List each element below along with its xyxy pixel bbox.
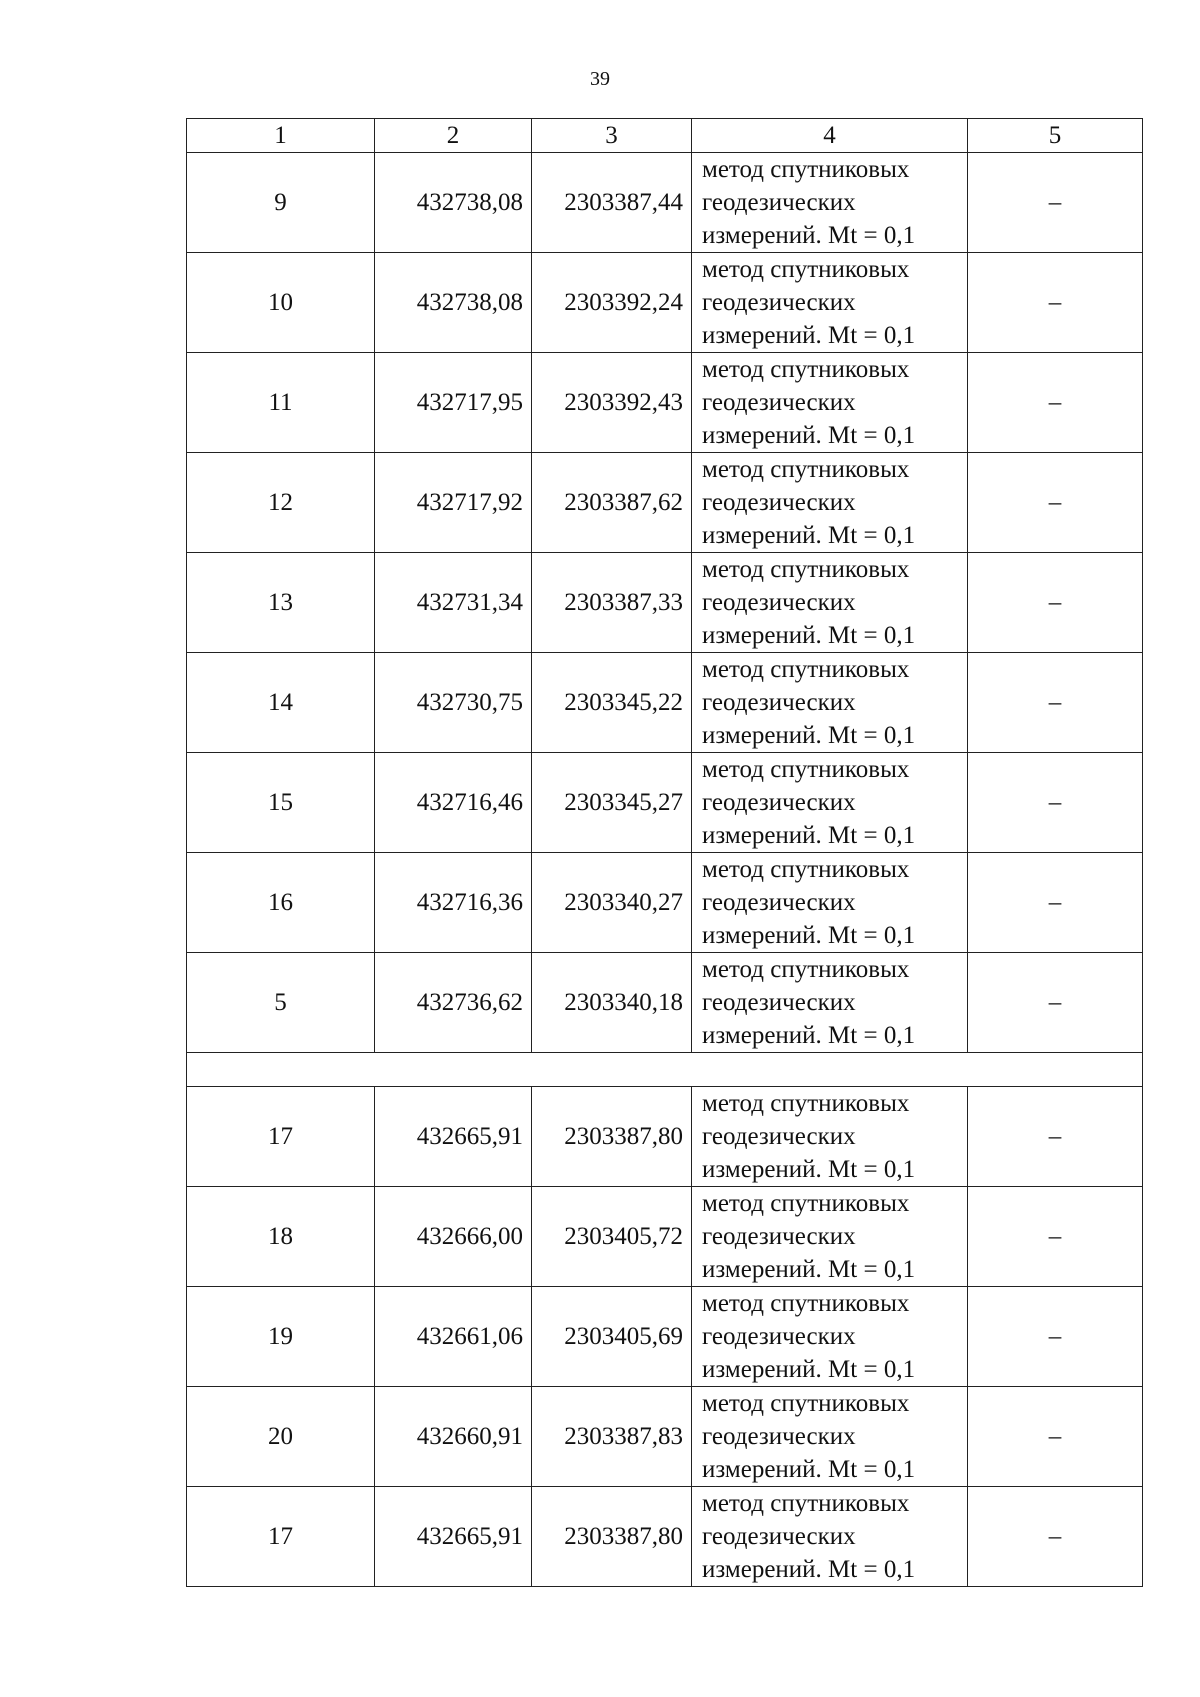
note-cell: – [968, 1287, 1143, 1387]
table-row [187, 653, 1143, 753]
y-coordinate-cell: 2303387,62 [532, 453, 692, 553]
note-cell: – [968, 153, 1143, 253]
method-cell: метод спутниковых геодезических измерений. Mt = 0,1 [692, 853, 968, 953]
note-cell: – [968, 1387, 1143, 1487]
x-coordinate-cell: 432716,36 [375, 853, 532, 953]
point-number-cell: 17 [187, 1087, 375, 1187]
point-number-cell: 11 [187, 353, 375, 453]
table-row [187, 953, 1143, 1053]
header-row [187, 119, 1143, 153]
method-cell: метод спутниковых геодезических измерений. Mt = 0,1 [692, 153, 968, 253]
method-cell: метод спутниковых геодезических измерений. Mt = 0,1 [692, 1387, 968, 1487]
column-header: 5 [968, 119, 1143, 153]
table-row [187, 1287, 1143, 1387]
table-row [187, 1487, 1143, 1587]
point-number-cell: 20 [187, 1387, 375, 1487]
column-header: 4 [692, 119, 968, 153]
x-coordinate-cell: 432738,08 [375, 253, 532, 353]
table-row [187, 453, 1143, 553]
point-number-cell: 15 [187, 753, 375, 853]
note-cell: – [968, 1187, 1143, 1287]
x-coordinate-cell: 432666,00 [375, 1187, 532, 1287]
table-row [187, 753, 1143, 853]
note-cell: – [968, 853, 1143, 953]
point-number-cell: 13 [187, 553, 375, 653]
note-cell: – [968, 1487, 1143, 1587]
y-coordinate-cell: 2303340,18 [532, 953, 692, 1053]
y-coordinate-cell: 2303405,69 [532, 1287, 692, 1387]
note-cell: – [968, 1087, 1143, 1187]
table-row [187, 553, 1143, 653]
table-row [187, 153, 1143, 253]
point-number-cell: 19 [187, 1287, 375, 1387]
separator-row [187, 1053, 1143, 1087]
separator-cell [187, 1053, 1143, 1087]
x-coordinate-cell: 432661,06 [375, 1287, 532, 1387]
method-cell: метод спутниковых геодезических измерений. Mt = 0,1 [692, 1487, 968, 1587]
table-row [187, 1387, 1143, 1487]
column-header: 2 [375, 119, 532, 153]
note-cell: – [968, 453, 1143, 553]
method-cell: метод спутниковых геодезических измерений. Mt = 0,1 [692, 753, 968, 853]
x-coordinate-cell: 432730,75 [375, 653, 532, 753]
note-cell: – [968, 553, 1143, 653]
note-cell: – [968, 353, 1143, 453]
point-number-cell: 12 [187, 453, 375, 553]
y-coordinate-cell: 2303387,33 [532, 553, 692, 653]
x-coordinate-cell: 432738,08 [375, 153, 532, 253]
point-number-cell: 18 [187, 1187, 375, 1287]
method-cell: метод спутниковых геодезических измерений. Mt = 0,1 [692, 553, 968, 653]
y-coordinate-cell: 2303405,72 [532, 1187, 692, 1287]
x-coordinate-cell: 432665,91 [375, 1487, 532, 1587]
x-coordinate-cell: 432717,92 [375, 453, 532, 553]
point-number-cell: 14 [187, 653, 375, 753]
method-cell: метод спутниковых геодезических измерений. Mt = 0,1 [692, 1187, 968, 1287]
x-coordinate-cell: 432736,62 [375, 953, 532, 1053]
note-cell: – [968, 653, 1143, 753]
table-row [187, 253, 1143, 353]
x-coordinate-cell: 432731,34 [375, 553, 532, 653]
y-coordinate-cell: 2303340,27 [532, 853, 692, 953]
page-number: 39 [590, 68, 610, 90]
method-cell: метод спутниковых геодезических измерений. Mt = 0,1 [692, 653, 968, 753]
note-cell: – [968, 253, 1143, 353]
table-row [187, 353, 1143, 453]
method-cell: метод спутниковых геодезических измерений. Mt = 0,1 [692, 353, 968, 453]
table-row [187, 853, 1143, 953]
x-coordinate-cell: 432660,91 [375, 1387, 532, 1487]
note-cell: – [968, 953, 1143, 1053]
table-row [187, 1087, 1143, 1187]
y-coordinate-cell: 2303387,80 [532, 1087, 692, 1187]
point-number-cell: 16 [187, 853, 375, 953]
y-coordinate-cell: 2303387,44 [532, 153, 692, 253]
method-cell: метод спутниковых геодезических измерений. Mt = 0,1 [692, 1287, 968, 1387]
table-row [187, 1187, 1143, 1287]
y-coordinate-cell: 2303345,22 [532, 653, 692, 753]
y-coordinate-cell: 2303392,24 [532, 253, 692, 353]
x-coordinate-cell: 432716,46 [375, 753, 532, 853]
point-number-cell: 17 [187, 1487, 375, 1587]
point-number-cell: 9 [187, 153, 375, 253]
method-cell: метод спутниковых геодезических измерений. Mt = 0,1 [692, 1087, 968, 1187]
note-cell: – [968, 753, 1143, 853]
method-cell: метод спутниковых геодезических измерений. Mt = 0,1 [692, 453, 968, 553]
coordinates-table [186, 118, 1143, 1587]
method-cell: метод спутниковых геодезических измерений. Mt = 0,1 [692, 953, 968, 1053]
method-cell: метод спутниковых геодезических измерений. Mt = 0,1 [692, 253, 968, 353]
point-number-cell: 10 [187, 253, 375, 353]
point-number-cell: 5 [187, 953, 375, 1053]
table-body [187, 153, 1143, 1587]
y-coordinate-cell: 2303387,80 [532, 1487, 692, 1587]
x-coordinate-cell: 432717,95 [375, 353, 532, 453]
y-coordinate-cell: 2303345,27 [532, 753, 692, 853]
y-coordinate-cell: 2303387,83 [532, 1387, 692, 1487]
column-header: 1 [187, 119, 375, 153]
y-coordinate-cell: 2303392,43 [532, 353, 692, 453]
x-coordinate-cell: 432665,91 [375, 1087, 532, 1187]
column-header: 3 [532, 119, 692, 153]
